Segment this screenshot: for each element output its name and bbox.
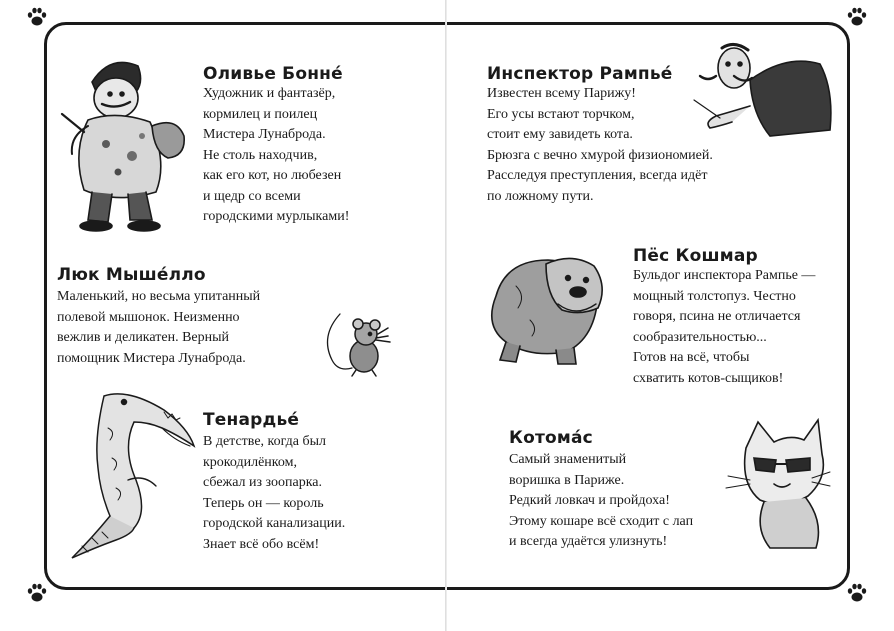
description-line: полевой мышонок. Неизменно: [57, 309, 240, 325]
description-line: Этому кошаре всё сходит с лап: [509, 513, 694, 529]
description-line: говоря, псина не отличается: [633, 309, 801, 324]
description-line: Известен всему Парижу!: [487, 86, 636, 101]
description-line: сообразительностью...: [633, 329, 767, 345]
description-line: Самый знаменитый: [509, 452, 627, 467]
description-line: городской канализации.: [203, 516, 346, 531]
description-line: Брюзга с вечно хмурой физиономией.: [487, 147, 713, 163]
description-line: кормилец и поилец: [203, 106, 318, 122]
description-line: стоит ему завидеть кота.: [487, 127, 633, 142]
description-line: помощник Мистера Лунаброда.: [57, 350, 246, 366]
mouse-illustration: [318, 312, 404, 378]
description-line: Готов на всё, чтобы: [633, 350, 750, 365]
character-name: Инспектор Рампье́: [487, 64, 673, 84]
description-line: вежлив и деликатен. Верный: [57, 330, 230, 345]
bulldog-illustration: [476, 246, 626, 368]
description-line: Мистера Лунаброда.: [203, 127, 326, 142]
character-name: Котома́с: [509, 428, 593, 448]
description-line: воришка в Париже.: [509, 472, 625, 488]
description-line: Маленький, но весьма упитанный: [57, 289, 261, 304]
paw-print-icon: [846, 6, 868, 28]
description-line: и щедр со всеми: [203, 188, 301, 204]
cat-thief-illustration: [724, 418, 832, 550]
character-description: [633, 266, 815, 389]
description-line: Теперь он — король: [203, 495, 324, 511]
description-line: Бульдог инспектора Рампье —: [633, 268, 816, 283]
description-line: как его кот, но любезен: [203, 168, 342, 183]
description-line: В детстве, когда был: [203, 434, 327, 449]
description-line: Расследуя преступления, всегда идёт: [487, 168, 708, 183]
description-line: сбежал из зоопарка.: [203, 475, 323, 490]
book-gutter: [445, 0, 447, 631]
character-description: [57, 287, 260, 369]
character-name: Пёс Кошмар: [633, 246, 758, 266]
character-description: [203, 84, 349, 228]
character-description: [509, 450, 693, 553]
description-line: схватить котов-сыщиков!: [633, 370, 784, 386]
description-line: Не столь находчив,: [203, 147, 318, 163]
paw-print-icon: [846, 582, 868, 604]
character-name: Люк Мыше́лло: [57, 265, 206, 285]
description-line: Художник и фантазёр,: [203, 86, 336, 101]
description-line: Его усы встают торчком,: [487, 106, 635, 122]
character-description: [203, 432, 345, 555]
inspector-illustration: [690, 40, 836, 140]
painter-illustration: [58, 52, 190, 237]
paw-print-icon: [26, 6, 48, 28]
description-line: Редкий ловкач и пройдоха!: [509, 493, 670, 508]
description-line: городскими мурлыками!: [203, 209, 350, 224]
description-line: и всегда удаётся улизнуть!: [509, 534, 668, 549]
paw-print-icon: [26, 582, 48, 604]
description-line: Знает всё обо всём!: [203, 536, 320, 552]
description-line: мощный толстопуз. Честно: [633, 288, 796, 304]
character-name: Оливье Бонне́: [203, 64, 343, 84]
character-name: Тенардье́: [203, 410, 300, 430]
description-line: крокодилёнком,: [203, 454, 297, 470]
character-description: [487, 84, 713, 207]
crocodile-illustration: [64, 388, 196, 566]
description-line: по ложному пути.: [487, 188, 594, 204]
